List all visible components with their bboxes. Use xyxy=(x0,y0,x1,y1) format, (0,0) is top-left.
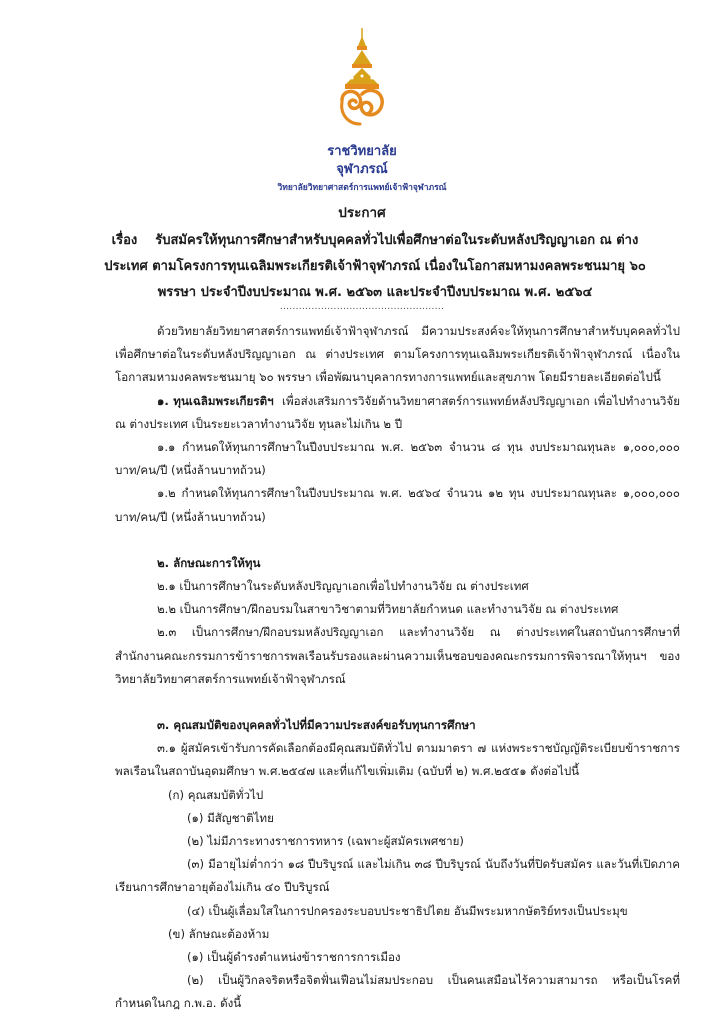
section-1-title: ๑. ทุนเฉลิมพระเกียรติฯ xyxy=(157,393,274,408)
intro-paragraph: ด้วยวิทยาลัยวิทยาศาสตร์การแพทย์เจ้าฟ้าจุฬาภรณ์ มีความประสงค์จะให้ทุนการศึกษาสำหรับบุคคลทั่วไปเพื่อศึกษาต่อในระดับหลังปริญญาเอก ณ ต่างประเทศ ตามโครงการทุนเฉลิมพระเกียรติเจ้าฟ้าจุฬาภรณ์ เนื่องในโอกาสมหามงคลพระชนมายุ ๖๐ พรรษา เพื่อพัฒนาบุคลากรทางการแพทย์และสุขภาพ โดยมีรายละเอียดต่อไปนี้ xyxy=(115,324,680,385)
qualification-item-4: (๔) เป็นผู้เลื่อมใสในการปกครองระบอบประชาธิปไตย อันมีพระมหากษัตริย์ทรงเป็นประมุข xyxy=(187,903,628,918)
section-3-title: ๓. คุณสมบัติของบุคคลทั่วไปที่มีความประสงค์ขอรับทุนการศึกษา xyxy=(157,718,476,733)
qualification-item-1: (๑) มีสัญชาติไทย xyxy=(187,810,274,825)
section-2-item-3: ๒.๓ เป็นการศึกษา/ฝึกอบรมหลังปริญญาเอก และทำงานวิจัย ณ ต่างประเทศในสถาบันการศึกษาที่สำนักงานคณะกรรมการข้าราชการพลเรือนรับรองและผ่านความเห็นชอบของคณะกรรมการพิจารณาให้ทุนฯ ของวิทยาลัยวิทยาศาสตร์การแพทย์เจ้าฟ้าจุฬาภรณ์ xyxy=(115,625,680,686)
section-3-item-1: ๓.๑ ผู้สมัครเข้ารับการคัดเลือกต้องมีคุณสมบัติทั่วไป ตามมาตรา ๗ แห่งพระราชบัญญัติระเบียบข้าราชการพลเรือนในสถาบันอุดมศึกษา พ.ศ.๒๕๔๗ และที่แก้ไขเพิ่มเติม (ฉบับที่ ๒) พ.ศ.๒๕๕๑ ดังต่อไปนี้ xyxy=(115,741,680,779)
prohibition-item-1: (๑) เป็นผู้ดำรงตำแหน่งข้าราชการการเมือง xyxy=(187,950,401,965)
section-2-item-2: ๒.๒ เป็นการศึกษา/ฝึกอบรมในสาขาวิชาตามที่วิทยาลัยกำหนด และทำงานวิจัย ณ ต่างประเทศ xyxy=(157,602,619,617)
subject-label: เรื่อง xyxy=(111,233,138,248)
subject-text: รับสมัครให้ทุนการศึกษาสำหรับบุคคลทั่วไปเพื่อศึกษาต่อในระดับหลังปริญญาเอก ณ ต่างประเทศ ตามโครงการทุนเฉลิมพระเกียรติเจ้าฟ้าจุฬาภรณ์ เนื่องในโอกาสมหามงคลพระชนมายุ ๖๐ พรรษา ประจำปีงบประมาณ พ.ศ. ๒๕๖๓ และประจำปีงบประมาณ พ.ศ. ๒๕๖๔ xyxy=(104,233,646,300)
document-body xyxy=(115,320,680,1016)
prohibition-heading: (ข) ลักษณะต้องห้าม xyxy=(168,926,270,941)
section-1-item-1: ๑.๑ กำหนดให้ทุนการศึกษาในปีงบประมาณ พ.ศ. ๒๕๖๓ จำนวน ๘ ทุน งบประมาณทุนละ ๑,๐๐๐,๐๐๐ บาท/คน/ปี (หนึ่งล้านบาทถ้วน) xyxy=(115,440,680,478)
section-1-text: เพื่อส่งเสริมการวิจัยด้านวิทยาศาสตร์การแพทย์หลังปริญญาเอก เพื่อไปทำงานวิจัย ณ ต่างประเทศ เป็นระยะเวลาทำงานวิจัย ทุนละไม่เกิน ๒ ปี xyxy=(115,393,680,431)
logo-text-line1: ราชวิทยาลัย xyxy=(327,144,397,159)
subject-block xyxy=(95,228,655,306)
crown-emblem-icon xyxy=(332,28,392,133)
divider-line: .................................................... xyxy=(279,302,445,312)
qualification-item-3: (๓) มีอายุไม่ต่ำกว่า ๑๘ ปีบริบูรณ์ และไม่เกิน ๓๘ ปีบริบูรณ์ นับถึงวันที่ปิดรับสมัคร และวันที่เปิดภาคเรียนการศึกษาอายุต้องไม่เกิน ๔๐ ปีบริบูรณ์ xyxy=(115,857,680,895)
announcement-heading: ประกาศ xyxy=(338,205,386,221)
logo-text-line2: จุฬาภรณ์ xyxy=(336,162,388,177)
prohibition-item-2: (๒) เป็นผู้วิกลจริตหรือจิตฟั่นเฟือนไม่สมประกอบ เป็นคนเสมือนไร้ความสามารถ หรือเป็นโรคที่กำหนดในกฎ ก.พ.อ. ดังนี้ xyxy=(115,973,680,1011)
qualification-general-heading: (ก) คุณสมบัติทั่วไป xyxy=(168,787,264,802)
section-1-item-2: ๑.๒ กำหนดให้ทุนการศึกษาในปีงบประมาณ พ.ศ. ๒๕๖๔ จำนวน ๑๒ ทุน งบประมาณทุนละ ๑,๐๐๐,๐๐๐ บาท/คน/ปี (หนึ่งล้านบาทถ้วน) xyxy=(115,486,680,524)
section-1-paragraph xyxy=(115,390,680,436)
qualification-item-2: (๒) ไม่มีภาระทางราชการทหาร (เฉพาะผู้สมัครเพศชาย) xyxy=(187,834,464,849)
logo-text-line3: วิทยาลัยวิทยาศาสตร์การแพทย์เจ้าฟ้าจุฬาภรณ์ xyxy=(277,183,447,193)
section-2-title: ๒. ลักษณะการให้ทุน xyxy=(157,555,261,570)
section-2-item-1: ๒.๑ เป็นการศึกษาในระดับหลังปริญญาเอกเพื่อไปทำงานวิจัย ณ ต่างประเทศ xyxy=(157,579,529,594)
